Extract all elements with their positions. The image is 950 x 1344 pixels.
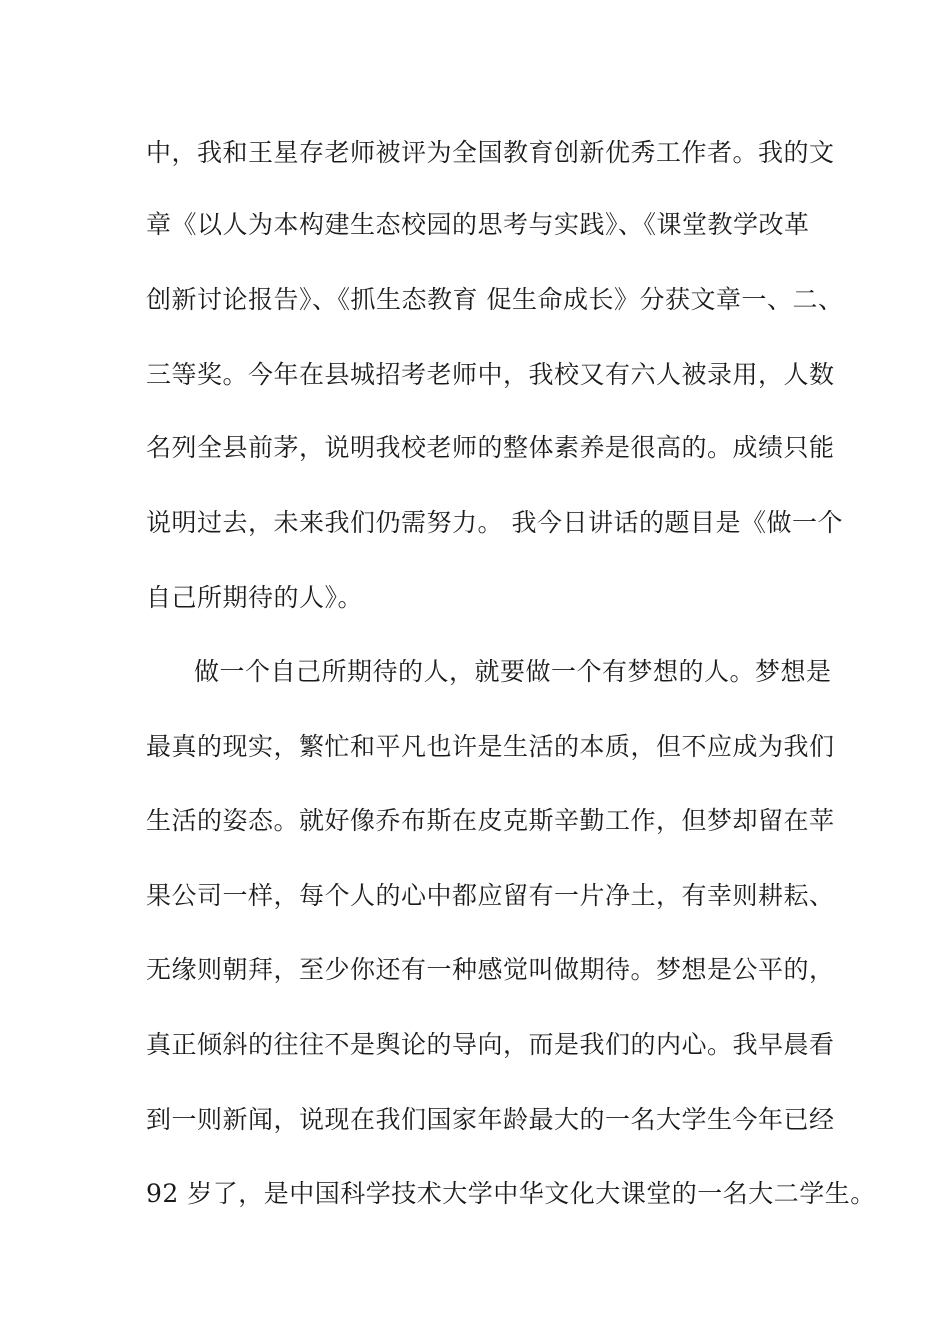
- text-line-4: 三等奖。今年在县城招考老师中，我校又有六人被录用，人数: [146, 360, 835, 389]
- text-line-3: 创新讨论报告》、《抓生态教育 促生命成长》分获文章一、二、: [146, 285, 844, 314]
- text-line-13: 真正倾斜的往往不是舆论的导向，而是我们的内心。我早晨看: [146, 1030, 835, 1059]
- text-line-5: 名列全县前茅，说明我校老师的整体素养是很高的。成绩只能: [146, 433, 835, 462]
- text-line-7: 自己所期待的人》。: [146, 583, 364, 612]
- text-line-15: 92 岁了，是中国科学技术大学中华文化大课堂的一名大二学生。: [146, 1179, 876, 1208]
- text-line-10: 生活的姿态。就好像乔布斯在皮克斯辛勤工作，但梦却留在苹: [146, 806, 835, 835]
- text-line-1: 中，我和王星存老师被评为全国教育创新优秀工作者。我的文: [146, 138, 835, 167]
- text-line-12: 无缘则朝拜，至少你还有一种感觉叫做期待。梦想是公平的，: [146, 955, 835, 984]
- text-line-6: 说明过去，未来我们仍需努力。 我今日讲话的题目是《做一个: [146, 508, 843, 537]
- text-line-14: 到一则新闻，说现在我们国家年龄最大的一名大学生今年已经: [146, 1105, 835, 1134]
- text-line-9: 最真的现实，繁忙和平凡也许是生活的本质，但不应成为我们: [146, 732, 835, 761]
- text-line-11: 果公司一样，每个人的心中都应留有一片净土，有幸则耕耘、: [146, 881, 835, 910]
- paragraph-start-line: 做一个自己所期待的人，就要做一个有梦想的人。梦想是: [194, 657, 832, 686]
- text-line-2: 章《以人为本构建生态校园的思考与实践》、《课堂教学改革: [146, 210, 810, 239]
